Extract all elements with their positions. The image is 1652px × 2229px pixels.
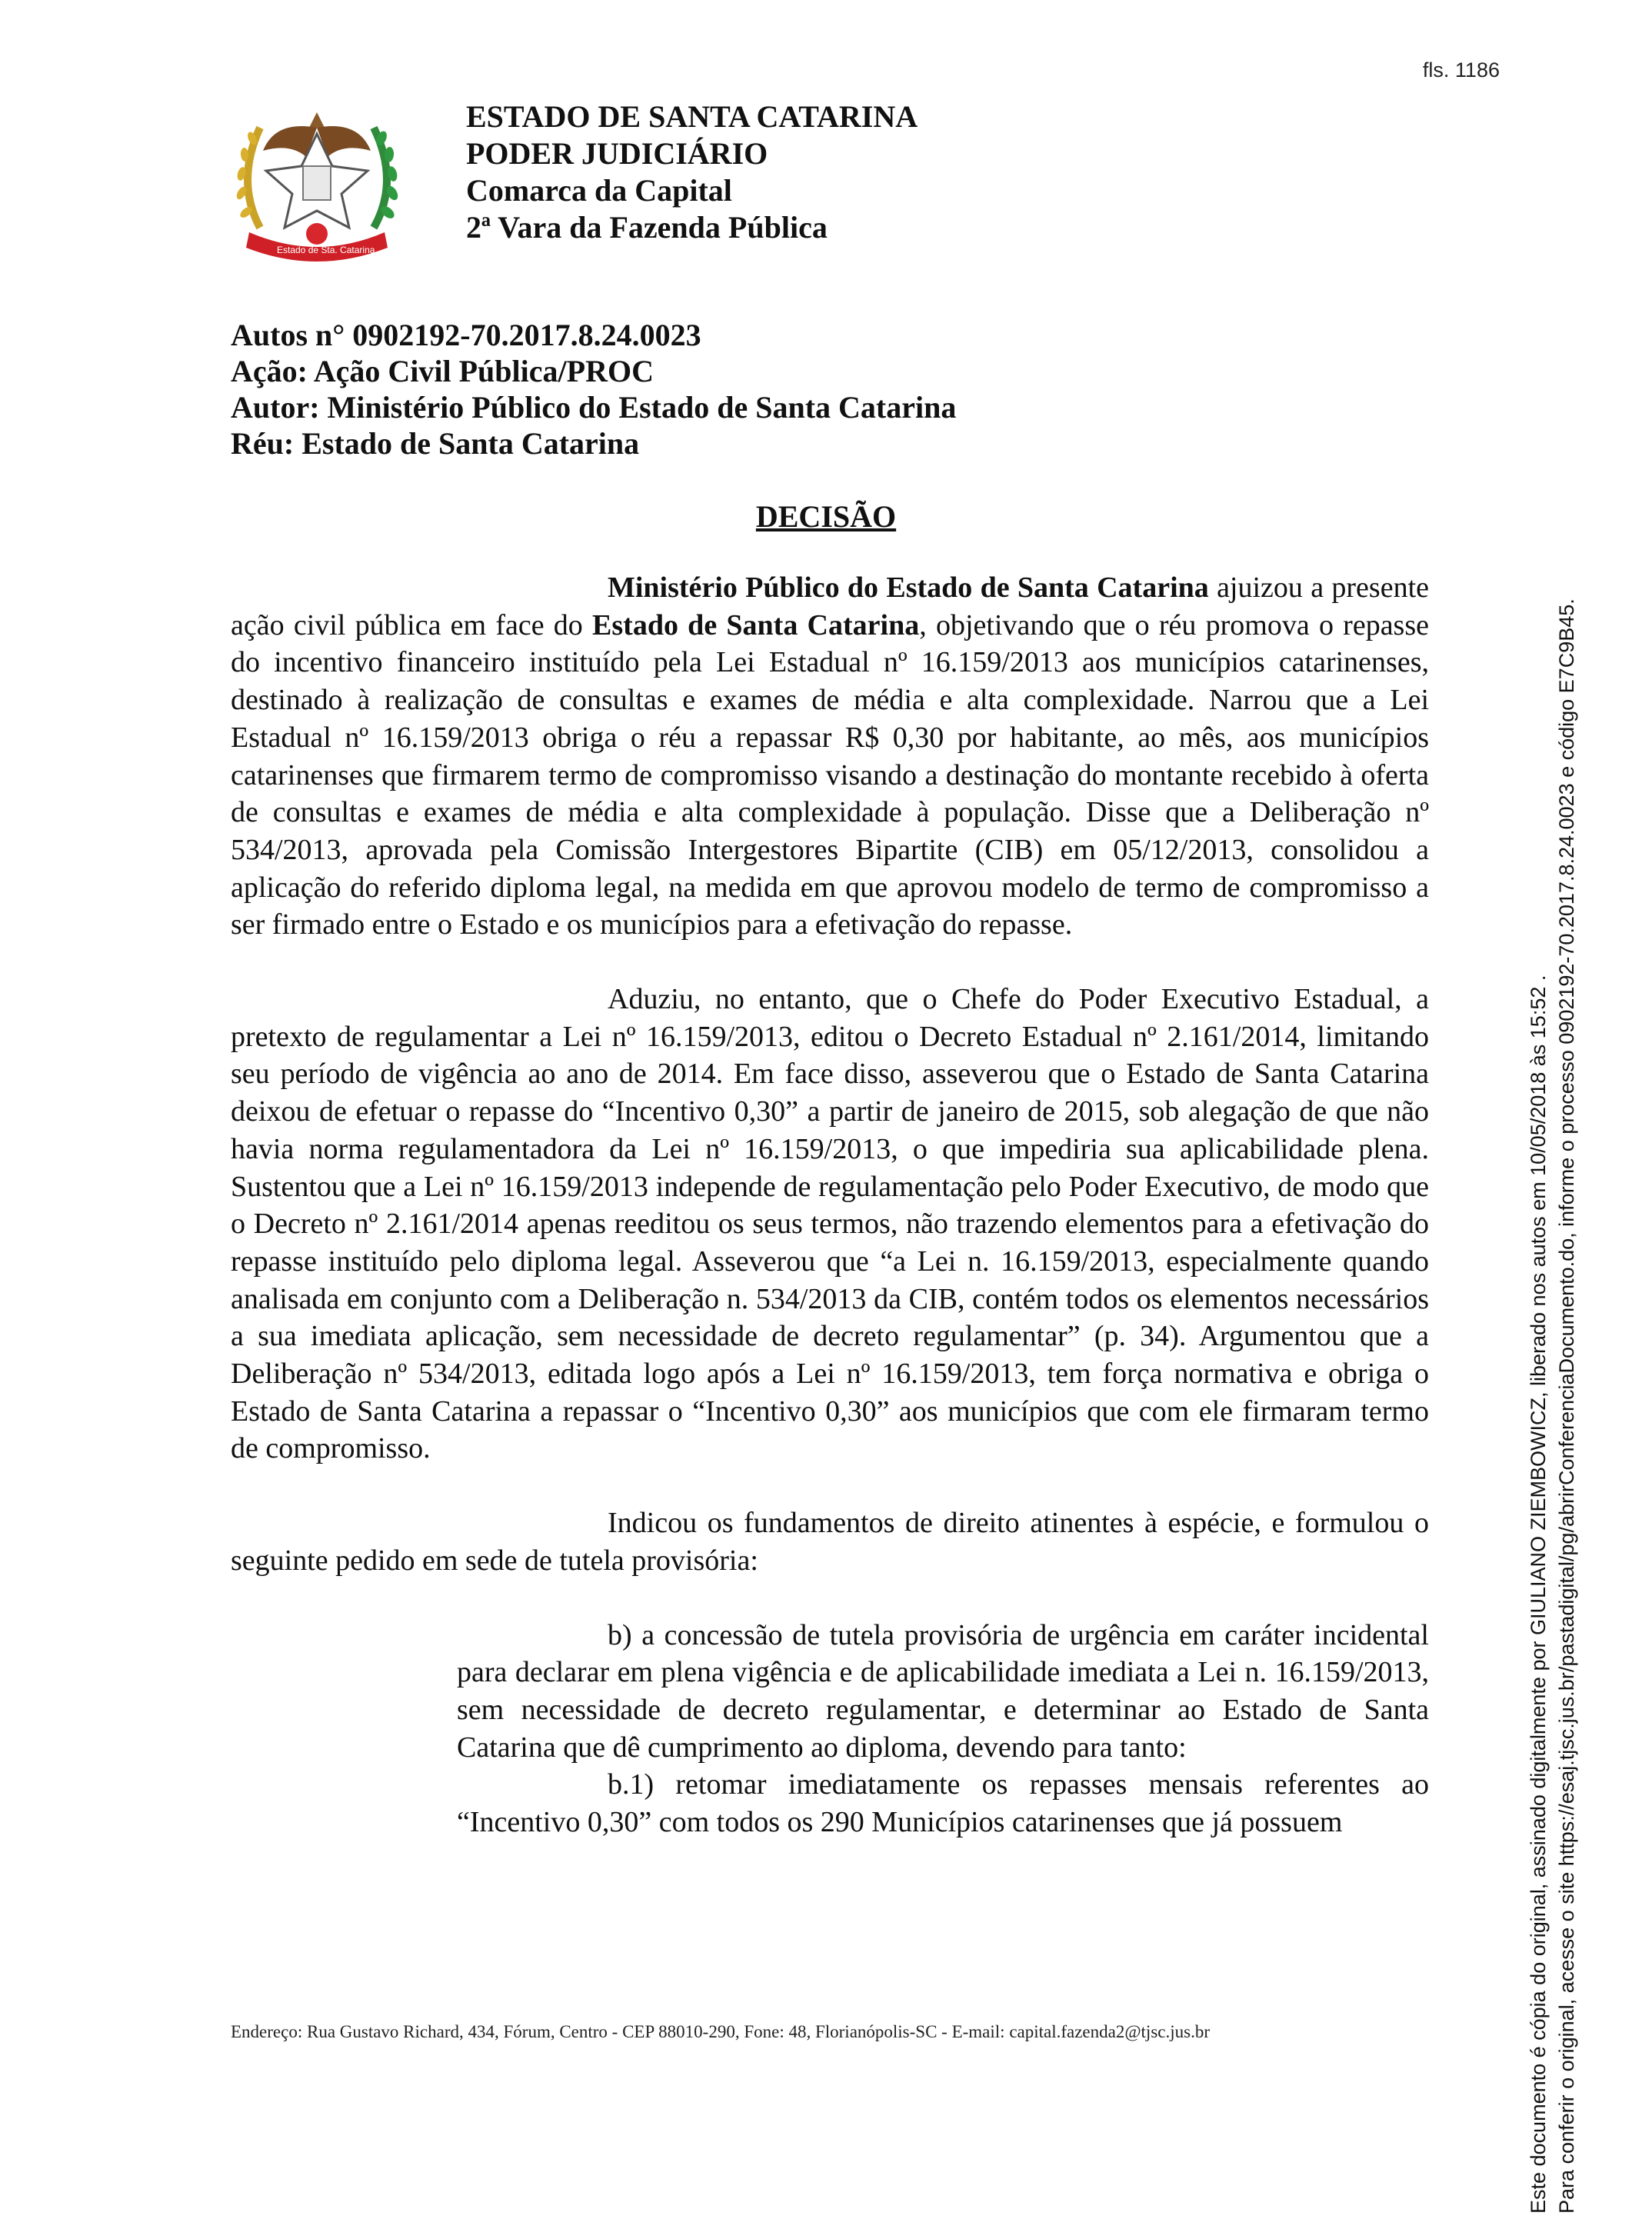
paragraph-2: Aduziu, no entanto, que o Chefe do Poder Executivo Estadual, a pretexto de regulamentar a Lei nº 16.159/2013, editou o Decreto Estadual nº 2.161/2014, limitando seu período de vigência ao ano de 2014. Em face disso, asseverou que o Estado de Santa Catarina deixou de efetuar o repasse do “Incentivo 0,30” a partir de janeiro de 2015, sob alegação de que não havia norma regulamentadora da Lei nº 16.159/2013, o que impediria sua aplicabilidade plena. Sustentou que a Lei nº 16.159/2013 independe de regulamentação pelo Poder Executivo, de modo que o Decreto nº 2.161/2014 apenas reeditou os seus termos, não trazendo elementos para a efetivação do repasse instituído pelo diploma legal. Asseverou que “a Lei n. 16.159/2013, especialmente quando analisada em conjunto com a Deliberação n. 534/2013 da CIB, contém todos os elementos necessários a sua imediata aplicação, sem necessidade de decreto regulamentar” (p. 34). Argumentou que a Deliberação nº 534/2013, editada logo após a Lei nº 16.159/2013, tem força normativa e obriga o Estado de Santa Catarina a repassar o “Incentivo 0,30” aos municípios que com ele firmaram termo de compromisso. <box>231 983 1429 1465</box>
header-state: ESTADO DE SANTA CATARINA <box>466 99 918 134</box>
case-number: Autos n° 0902192-70.2017.8.24.0023 <box>231 318 701 352</box>
decision-title: DECISÃO <box>755 499 897 534</box>
case-defendant: Réu: Estado de Santa Catarina <box>231 426 640 461</box>
case-plaintiff: Autor: Ministério Público do Estado de Santa Catarina <box>231 390 957 425</box>
header-judiciary: PODER JUDICIÁRIO <box>466 136 768 171</box>
header-comarca: Comarca da Capital <box>466 173 732 208</box>
paragraph-1 <box>231 569 1429 944</box>
paragraph-1-text-b: , objetivando que o réu promova o repasse do incentivo financeiro instituído pela Lei Estadual nº 16.159/2013 aos municípios catarinenses, destinado à realização de consultas e exames de média e alta complexidade. Narrou que a Lei Estadual nº 16.159/2013 obriga o réu a repassar R$ 0,30 por habitante, ao mês, aos municípios catarinenses que firmarem termo de compromisso visando a destinação do montante recebido à oferta de consultas e exames de média e alta complexidade à população. Disse que a Deliberação nº 534/2013, aprovada pela Comissão Intergestores Bipartite (CIB) em 05/12/2013, consolidou a aplicação do referido diploma legal, na medida em que aprovou modelo de termo de compromisso a ser firmado entre o Estado e os municípios para a efetivação do repasse. <box>231 608 1430 941</box>
paragraph-1-text-a: ajuizou a presente ação civil pública em face do <box>231 571 1429 641</box>
footer-address: Endereço: Rua Gustavo Richard, 434, Fórum, Centro - CEP 88010-290, Fone: 48, Florianópolis-SC - E-mail: capital.fazenda2@tjsc.jus.br <box>231 2022 1210 2041</box>
decision-body <box>231 569 1429 1841</box>
case-info <box>231 317 956 461</box>
coat-of-arms-icon <box>229 97 405 272</box>
paragraph-1-defendant: Estado de Santa Catarina <box>592 608 920 641</box>
digital-signature-note <box>1524 368 1581 2214</box>
case-action: Ação: Ação Civil Pública/PROC <box>231 354 654 388</box>
emblem-ribbon-text: Estado de Sta. Catarina <box>277 245 375 255</box>
verification-line: Para conferir o original, acesse o site https://esaj.tjsc.jus.br/pastadigital/pg/abrirConferenciaDocumento.do, informe o processo 0902192-70.2017.8.24.0023 e código E7C9B45. <box>1555 598 1578 2214</box>
page-number: fls. 1186 <box>1422 58 1500 82</box>
header-vara: 2ª Vara da Fazenda Pública <box>466 210 828 245</box>
signature-line: Este documento é cópia do original, assinado digitalmente por GIULIANO ZIEMBOWICZ, liberado nos autos em 10/05/2018 às 15:52 . <box>1527 975 1550 2214</box>
block-quote <box>457 1617 1429 1841</box>
quote-item-b: b) a concessão de tutela provisória de urgência em caráter incidental para declarar em plena vigência e de aplicabilidade imediata a Lei n. 16.159/2013, sem necessidade de decreto regulamentar, e determinar ao Estado de Santa Catarina que dê cumprimento ao diploma, devendo para tanto: <box>457 1618 1429 1764</box>
paragraph-1-plaintiff: Ministério Público do Estado de Santa Catarina <box>608 571 1209 604</box>
quote-item-b1: b.1) retomar imediatamente os repasses mensais referentes ao “Incentivo 0,30” com todos os 290 Municípios catarinenses que já possuem <box>457 1768 1429 1839</box>
court-header <box>466 98 918 246</box>
paragraph-3: Indicou os fundamentos de direito atinentes à espécie, e formulou o seguinte pedido em sede de tutela provisória: <box>231 1507 1429 1577</box>
